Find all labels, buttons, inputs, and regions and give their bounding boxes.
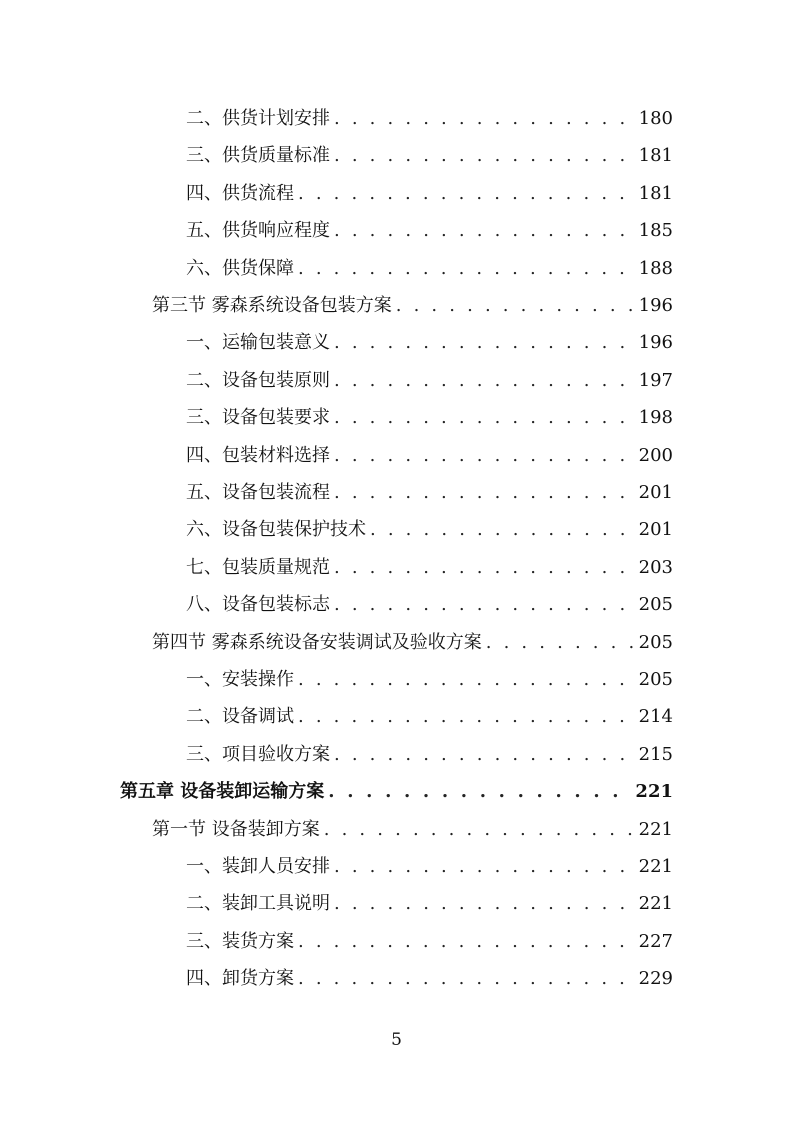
- toc-entry-page-number: 214: [638, 706, 673, 728]
- toc-item-entry[interactable]: [186, 923, 673, 960]
- toc-entry-label: 六、设备包装保护技术: [186, 519, 366, 541]
- toc-entry-label: 三、装货方案: [186, 930, 294, 952]
- toc-entry-label: 第三节 雾森系统设备包装方案: [152, 295, 392, 316]
- toc-entry-label: 二、设备调试: [186, 706, 294, 728]
- dot-leader: [334, 885, 633, 922]
- toc-entry-page-number: 181: [638, 145, 673, 167]
- toc-item-entry[interactable]: [186, 511, 673, 548]
- toc-entry-label: 五、供货响应程度: [186, 220, 330, 242]
- toc-entry-label: 四、卸货方案: [186, 968, 294, 990]
- toc-item-entry[interactable]: [186, 586, 673, 623]
- dot-leader: [324, 811, 633, 848]
- toc-entry-page-number: 205: [638, 594, 673, 616]
- dot-leader: [298, 698, 633, 735]
- dot-leader: [334, 399, 633, 436]
- toc-section-entry[interactable]: [152, 287, 673, 324]
- toc-item-entry[interactable]: [186, 100, 673, 137]
- toc-entry-label: 二、供货计划安排: [186, 108, 330, 129]
- toc-entry-label: 六、供货保障: [186, 257, 294, 279]
- dot-leader: [334, 212, 633, 249]
- dot-leader: [298, 661, 633, 698]
- dot-leader: [334, 736, 633, 773]
- toc-entry-page-number: 198: [638, 407, 673, 429]
- dot-leader: [334, 474, 633, 511]
- toc-item-entry[interactable]: [186, 212, 673, 249]
- toc-item-entry[interactable]: [186, 362, 673, 399]
- toc-entry-page-number: 215: [638, 743, 673, 765]
- toc-entry-label: 四、包装材料选择: [186, 444, 330, 466]
- dot-leader: [334, 100, 633, 137]
- dot-leader: [328, 773, 629, 810]
- dot-leader: [298, 960, 633, 997]
- toc-entry-page-number: 221: [635, 781, 673, 803]
- toc-entry-page-number: 229: [638, 968, 673, 990]
- toc-item-entry[interactable]: [186, 698, 673, 735]
- toc-item-entry[interactable]: [186, 137, 673, 174]
- toc-entry-page-number: 201: [638, 519, 673, 541]
- toc-item-entry[interactable]: [186, 399, 673, 436]
- toc-item-entry[interactable]: [186, 175, 673, 212]
- toc-entry-label: 一、安装操作: [186, 669, 294, 690]
- toc-item-entry[interactable]: [186, 736, 673, 773]
- toc-entry-page-number: 200: [638, 444, 673, 466]
- dot-leader: [298, 250, 633, 287]
- toc-entry-page-number: 201: [638, 482, 673, 503]
- toc-entry-page-number: 221: [638, 893, 673, 915]
- toc-entry-label: 第一节 设备装卸方案: [152, 818, 320, 840]
- toc-entry-label: 一、装卸人员安排: [186, 856, 330, 877]
- dot-leader: [396, 287, 633, 324]
- toc-entry-page-number: 196: [638, 295, 673, 316]
- toc-chapter-entry[interactable]: [120, 773, 673, 810]
- dot-leader: [486, 624, 633, 661]
- toc-entry-label: 三、设备包装要求: [186, 407, 330, 429]
- toc-entry-label: 八、设备包装标志: [186, 594, 330, 616]
- toc-entry-label: 第四节 雾森系统设备安装调试及验收方案: [152, 631, 482, 653]
- toc-entry-label: 一、运输包装意义: [186, 332, 330, 354]
- toc-section-entry[interactable]: [152, 811, 673, 848]
- toc-entry-label: 七、包装质量规范: [186, 556, 330, 578]
- toc-item-entry[interactable]: [186, 549, 673, 586]
- toc-entry-label: 五、设备包装流程: [186, 482, 330, 503]
- toc-item-entry[interactable]: [186, 250, 673, 287]
- toc-entry-page-number: 181: [638, 182, 673, 204]
- dot-leader: [334, 848, 633, 885]
- page-number: 5: [391, 1030, 402, 1050]
- toc-entry-page-number: 205: [638, 669, 673, 690]
- dot-leader: [334, 137, 633, 174]
- toc-entry-page-number: 221: [638, 818, 673, 840]
- dot-leader: [370, 511, 633, 548]
- toc-item-entry[interactable]: [186, 661, 673, 698]
- toc-entry-page-number: 227: [638, 930, 673, 952]
- toc-item-entry[interactable]: [186, 848, 673, 885]
- dot-leader: [298, 923, 633, 960]
- dot-leader: [334, 362, 633, 399]
- toc-entry-page-number: 221: [638, 856, 673, 877]
- toc-item-entry[interactable]: [186, 324, 673, 361]
- toc-item-entry[interactable]: [186, 960, 673, 997]
- toc-entry-label: 四、供货流程: [186, 182, 294, 204]
- toc-entry-page-number: 203: [638, 556, 673, 578]
- toc-entry-page-number: 196: [638, 332, 673, 354]
- toc-entry-label: 三、供货质量标准: [186, 145, 330, 167]
- toc-entry-label: 三、项目验收方案: [186, 743, 330, 765]
- toc-entry-page-number: 185: [638, 220, 673, 242]
- toc-entry-label: 二、设备包装原则: [186, 369, 330, 391]
- toc-entry-page-number: 180: [638, 108, 673, 129]
- dot-leader: [334, 549, 633, 586]
- toc-entry-page-number: 205: [638, 631, 673, 653]
- toc-item-entry[interactable]: [186, 474, 673, 511]
- toc-item-entry[interactable]: [186, 437, 673, 474]
- toc-section-entry[interactable]: [152, 624, 673, 661]
- toc-entry-label: 第五章 设备装卸运输方案: [120, 781, 325, 803]
- dot-leader: [334, 437, 633, 474]
- dot-leader: [298, 175, 633, 212]
- toc-item-entry[interactable]: [186, 885, 673, 922]
- toc-entry-label: 二、装卸工具说明: [186, 893, 330, 915]
- toc-entry-page-number: 188: [638, 257, 673, 279]
- dot-leader: [334, 324, 633, 361]
- dot-leader: [334, 586, 633, 623]
- toc-entry-page-number: 197: [638, 369, 673, 391]
